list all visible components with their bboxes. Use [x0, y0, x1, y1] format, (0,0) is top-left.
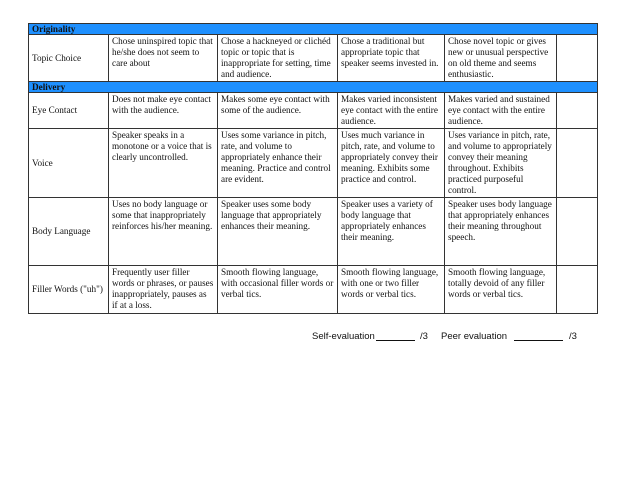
rubric-cell: Frequently user filler words or phrases, or pauses inappropriately, pauses as if at a loss.	[109, 266, 218, 314]
section-title: Originality	[29, 24, 598, 35]
peer-evaluation-label: Peer evaluation	[441, 331, 508, 342]
criterion-label: Filler Words ("uh")	[29, 266, 109, 314]
rubric-cell: Uses no body language or some that inappropriately reinforces his/her meaning.	[109, 198, 218, 266]
score-cell	[557, 93, 598, 129]
rubric-cell: Speaker uses body language that appropriately enhances their meaning throughout speech.	[445, 198, 557, 266]
rubric-cell: Does not make eye contact with the audience.	[109, 93, 218, 129]
rubric-cell: Speaker uses some body language that appropriately enhances their meaning.	[218, 198, 338, 266]
rubric-cell: Makes varied and sustained eye contact with the entire audience.	[445, 93, 557, 129]
rubric-cell: Uses much variance in pitch, rate, and volume to appropriately convey their meaning. Exhibits some practice and control.	[338, 129, 445, 198]
rubric-cell: Smooth flowing language, with occasional filler words or verbal tics.	[218, 266, 338, 314]
table-row	[29, 266, 598, 314]
score-cell	[557, 35, 598, 82]
score-cell	[557, 129, 598, 198]
table-row	[29, 129, 598, 198]
self-evaluation-total: /3	[420, 331, 428, 342]
rubric-table	[28, 23, 598, 314]
self-evaluation-label: Self-evaluation	[312, 331, 375, 342]
score-cell	[557, 266, 598, 314]
criterion-label: Eye Contact	[29, 93, 109, 129]
rubric-cell: Chose a hackneyed or clichéd topic or topic that is inappropriate for setting, time and audience.	[218, 35, 338, 82]
rubric-cell: Speaker speaks in a monotone or a voice that is clearly uncontrolled.	[109, 129, 218, 198]
criterion-label: Body Language	[29, 198, 109, 266]
rubric-cell: Uses some variance in pitch, rate, and volume to appropriately enhance their meaning. Practice and control are evident.	[218, 129, 338, 198]
table-row	[29, 93, 598, 129]
rubric-cell: Smooth flowing language, totally devoid of any filler words or verbal tics.	[445, 266, 557, 314]
criterion-label: Topic Choice	[29, 35, 109, 82]
rubric-cell: Speaker uses a variety of body language that appropriately enhances their meaning.	[338, 198, 445, 266]
peer-evaluation-total: /3	[569, 331, 577, 342]
score-cell	[557, 198, 598, 266]
rubric-cell: Uses variance in pitch, rate, and volume to appropriately convey their meaning throughout. Exhibits practiced purposeful control.	[445, 129, 557, 198]
rubric-cell: Chose novel topic or gives new or unusual perspective on old theme and seems enthusiastic.	[445, 35, 557, 82]
table-row	[29, 198, 598, 266]
section-header-delivery	[29, 82, 598, 93]
rubric-cell: Smooth flowing language, with one or two filler words or verbal tics.	[338, 266, 445, 314]
rubric-cell: Chose a traditional but appropriate topic that speaker seems invested in.	[338, 35, 445, 82]
section-header-originality	[29, 24, 598, 35]
evaluation-footer	[0, 331, 638, 347]
section-title: Delivery	[29, 82, 598, 93]
rubric-cell: Makes varied inconsistent eye contact with the entire audience.	[338, 93, 445, 129]
rubric-cell: Makes some eye contact with some of the audience.	[218, 93, 338, 129]
table-row	[29, 35, 598, 82]
criterion-label: Voice	[29, 129, 109, 198]
rubric-cell: Chose uninspired topic that he/she does not seem to care about	[109, 35, 218, 82]
